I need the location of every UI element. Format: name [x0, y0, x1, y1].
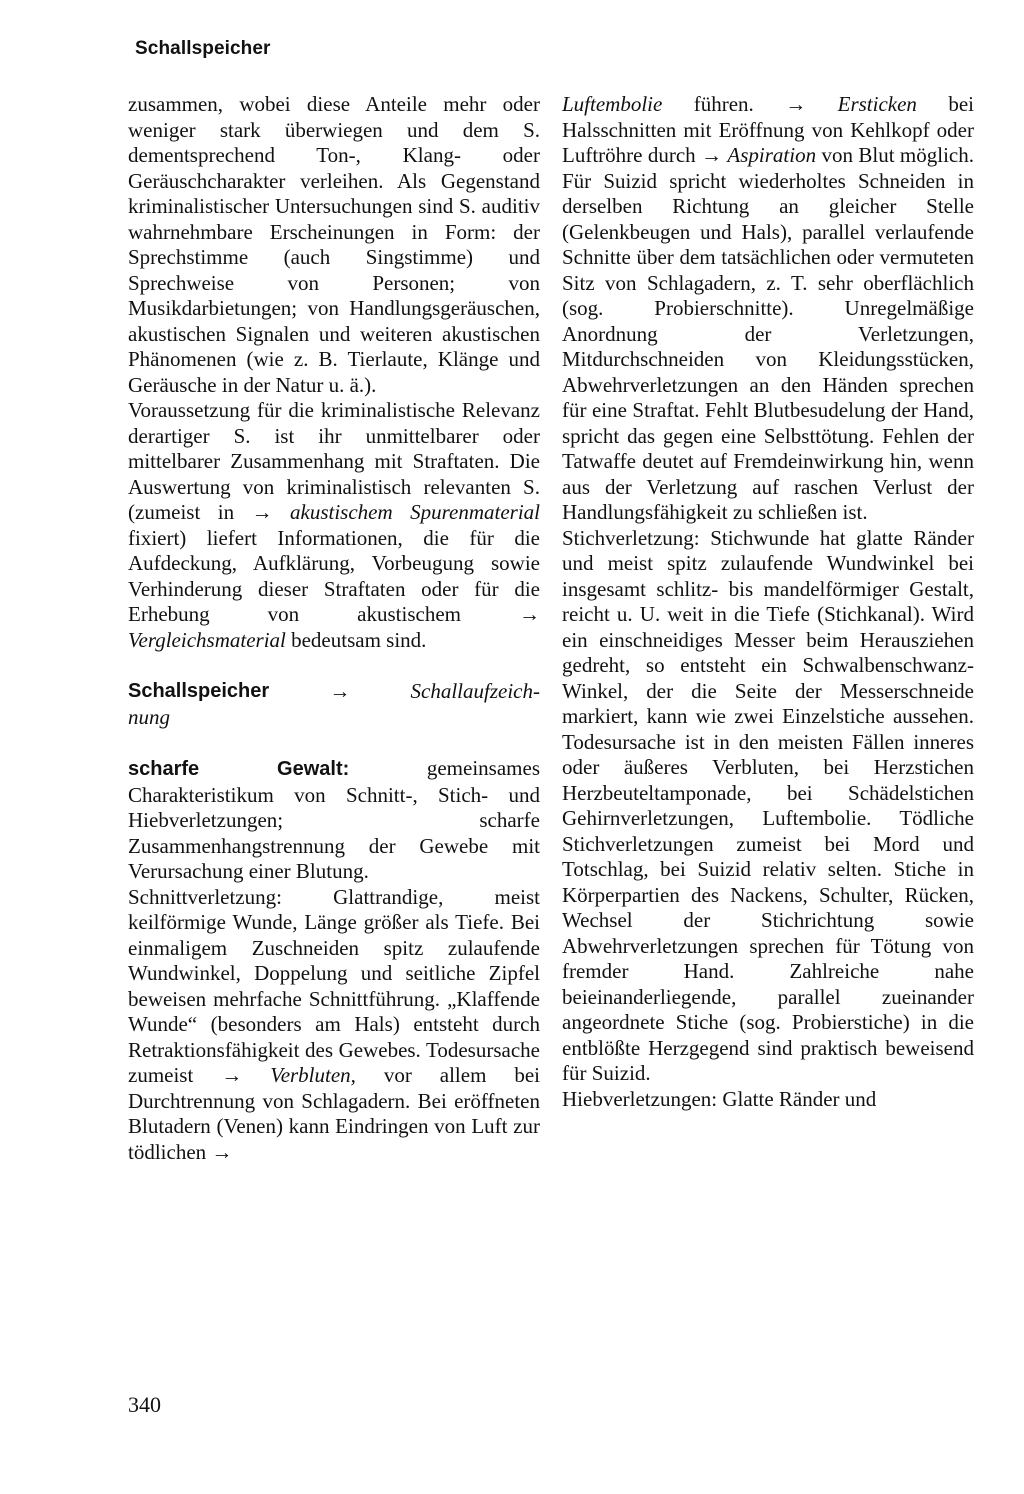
cross-reference: Schallaufzeich- — [410, 679, 540, 703]
cross-reference: akustischem Spurenmaterial — [290, 500, 540, 524]
text-run: Schnittverletzung: Glattrandige, meist keilförmige Wunde, Länge größer als Tiefe. Bei einmaligem Zuschneiden spitz zulaufende Wundwinkel, Doppelung und seitliche Zipfel beweisen mehrfache Schnittführung. „Klaffende Wunde“ (besonders am Hals) entsteht durch Retraktionsfähigkeit des Gewebes. Todesursache zumeist → — [128, 884, 540, 1087]
entry-line — [128, 705, 540, 731]
cross-reference: Vergleichsmaterial — [128, 627, 286, 652]
cross-reference: Ersticken — [837, 92, 917, 116]
right-column — [562, 92, 974, 1112]
text-run: fixiert) liefert Informationen, die für die Aufdeckung, Aufklärung, Vorbeugung sowie Verhinderung dieser Straftaten oder für die Erhebung von akustischem → — [128, 525, 540, 626]
paragraph-relevance — [128, 398, 540, 653]
entry-scharfe-gewalt — [128, 756, 540, 885]
paragraph-continued — [562, 92, 974, 526]
text-run: bedeutsam sind. — [285, 627, 427, 652]
cross-reference: Aspiration — [727, 143, 817, 167]
paragraph-continued: zusammen, wobei diese Anteile mehr oder weniger stark überwiegen und dem S. dementsprechend Ton-, Klang- oder Geräuschcharakter verleihen. Als Gegenstand kriminalistischer Untersuchungen sind S. auditiv wahrnehmbare Erscheinungen in Form: der Sprechstimme (auch Singstimme) und Sprechweise von Personen; von Musikdarbietungen; von Handlungsgeräuschen, akustischen Signalen und weiteren akustischen Phänomenen (wie z. B. Tierlaute, Klänge und Geräusche in der Natur u. ä.). — [128, 92, 540, 397]
cross-reference: nung — [128, 704, 170, 729]
text-run: von Blut möglich. Für Suizid spricht wiederholtes Schneiden in derselben Richtung an gleicher Stelle (Gelenkbeugen und Hals), parallel verlaufende Schnitte über dem tatsächlichen oder vermuteten Sitz von Schlagadern, z. T. sehr oberflächlich (sog. Probierschnitte). Unregelmäßige Anordnung der Verletzungen, Mitdurchschneiden von Kleidungsstücken, Abwehrverletzungen an den Händen sprechen für eine Straftat. Fehlt Blutbesudelung der Hand, spricht das gegen eine Selbsttötung. Fehlen der Tatwaffe deutet auf Fremdeinwirkung hin, wenn aus der Verletzung auf raschen Verlust der Handlungsfähigkeit zu schließen ist. — [562, 143, 975, 524]
text-run: bei Halsschnitten mit Eröffnung von Kehlkopf oder Luftröhre durch → — [562, 92, 975, 167]
text-run: Voraussetzung für die kriminalistische Relevanz derartiger S. ist ihr unmittelbarer oder mittelbarer Zusammenhang mit Straftaten. Die Auswertung von kriminalistisch relevanten S. (zumeist in → — [128, 398, 540, 524]
running-head: Schallspeicher — [135, 38, 271, 59]
cross-reference: Verbluten, — [270, 1063, 356, 1087]
entry-definition: gemeinsames Charakteristikum von Schnitt-, Stich- und Hiebverletzungen; scharfe Zusammenhangstrennung der Gewebe mit Verursachung einer Blutung. — [128, 756, 540, 883]
text-run: vor allem bei Durchtrennung von Schlagadern. Bei eröffneten Blutadern (Venen) kann Eindringen von Luft zur tödlichen → — [128, 1063, 540, 1164]
entry-gap — [128, 653, 540, 679]
paragraph-hiebverletzungen: Hiebverletzungen: Glatte Ränder und — [562, 1086, 877, 1111]
text-run: führen. → — [662, 92, 838, 116]
cross-reference: Luftembolie — [562, 92, 663, 116]
entry-schallspeicher — [128, 679, 540, 730]
left-column — [128, 92, 540, 1165]
page-number: 340 — [128, 1392, 161, 1417]
paragraph-schnittverletzung — [128, 885, 540, 1166]
paragraph-stichverletzung: Stichverletzung: Stichwunde hat glatte Ränder und meist spitz zulaufende Wundwinkel bei insgesamt schlitz- bis mandelförmiger Gestalt, reicht u. U. weit in die Tiefe (Stichkanal). Wird ein einschneidiges Messer beim Herausziehen gedreht, so entsteht ein Schwalbenschwanz-Winkel, der die Seite der Messerschneide markiert, kann wie zwei Einzelstiche aussehen. Todesursache ist in den meisten Fällen inneres oder äußeres Verbluten, bei Herzstichen Herzbeuteltamponade, bei Schädelstichen Gehirnverletzungen, Luftembolie. Tödliche Stichverletzungen zumeist bei Mord und Totschlag, bei Suizid relativ selten. Stiche in Körperpartien des Nackens, Schulter, Rücken, Wechsel der Stichrichtung sowie Abwehrverletzungen sprechen für Tötung von fremder Hand. Zahlreiche nahe beieinanderliegende, parallel zueinander angeordnete Stiche (sog. Probierstiche) in die entblößte Herzgegend sind praktisch beweisend für Suizid. — [562, 525, 974, 1085]
entry-keyword: Schallspeicher — [128, 680, 270, 702]
arrow-icon: → — [329, 679, 351, 703]
entry-line — [128, 679, 540, 705]
entry-gap — [128, 730, 540, 756]
entry-keyword: scharfe Gewalt: — [128, 758, 350, 780]
